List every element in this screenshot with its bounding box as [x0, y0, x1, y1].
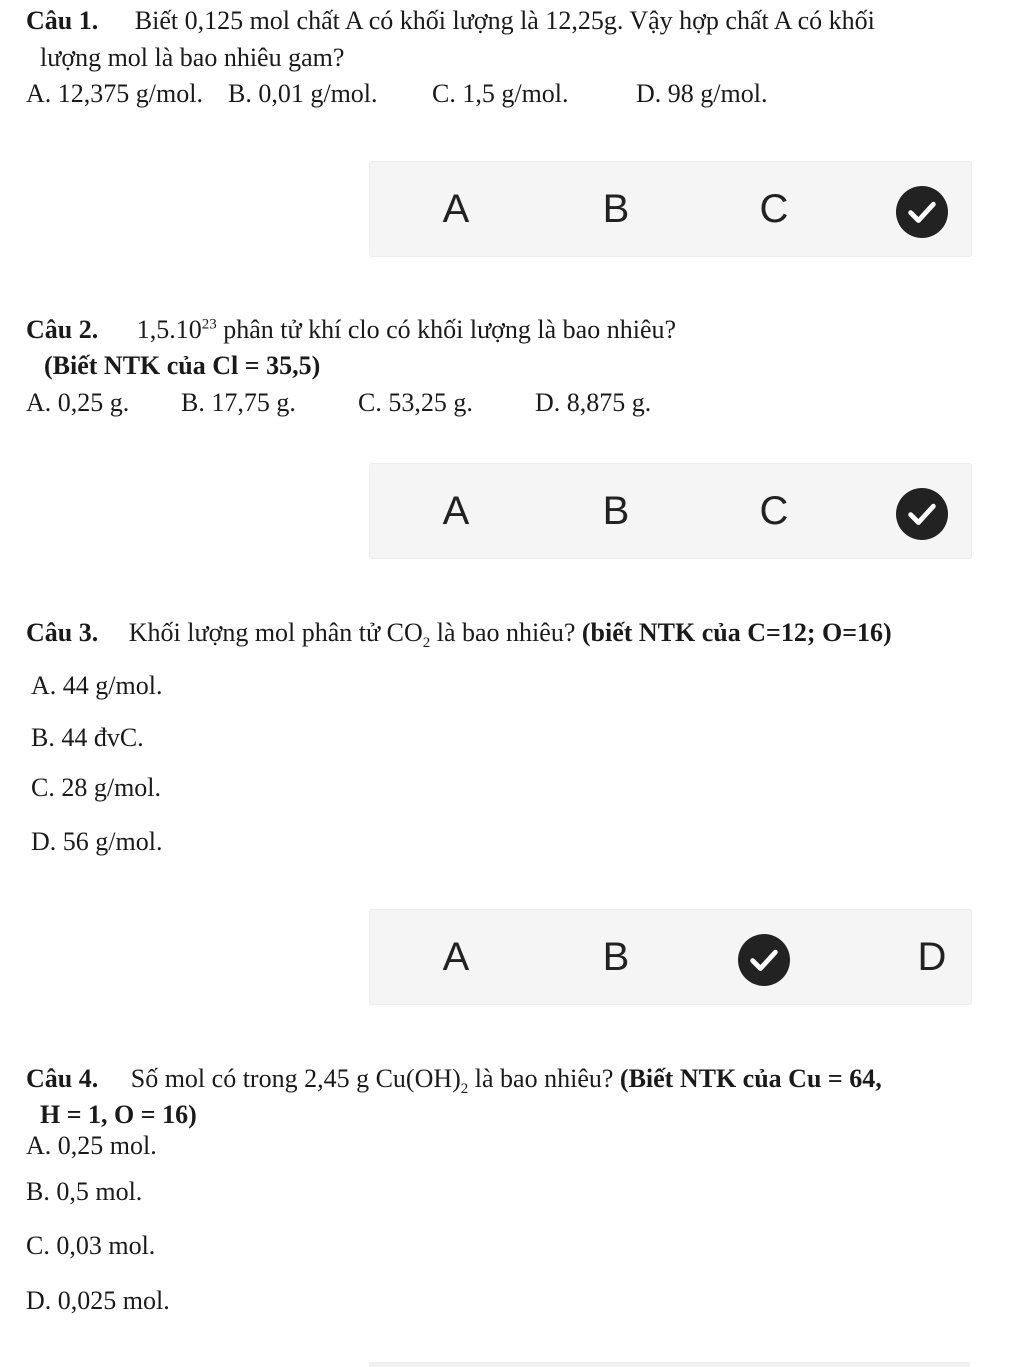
question-hint: (biết NTK của C=12; O=16): [581, 618, 892, 647]
question-text: Biết 0,125 mol chất A có khối lượng là 12,25g. Vậy hợp chất A có khối: [134, 6, 875, 35]
answer-panel-3: [369, 909, 972, 1005]
question-label: Câu 1.: [26, 6, 99, 35]
question-3-stem: [26, 615, 892, 651]
option-b: B. 0,5 mol.: [26, 1177, 143, 1206]
question-text-cont: lượng mol là bao nhiêu gam?: [40, 43, 345, 72]
question-hint: (Biết NTK của Cu = 64,: [619, 1064, 882, 1093]
answer-choice-b[interactable]: B: [602, 488, 630, 533]
option-b: B. 17,75 g.: [181, 388, 296, 417]
question-label: Câu 3.: [26, 618, 99, 647]
option-a: A. 0,25 g.: [26, 388, 130, 417]
option-d: D. 0,025 mol.: [26, 1286, 170, 1315]
question-text: Khối lượng mol phân tử $CO_2$: [128, 618, 431, 652]
option-a: A. 44 g/mol.: [31, 671, 163, 700]
options-row: [0, 385, 1024, 421]
question-label: Câu 4.: [26, 1064, 99, 1093]
option-c: C. 53,25 g.: [358, 388, 473, 417]
checkmark-icon: [896, 488, 948, 540]
question-hint: (Biết NTK của Cl = 35,5): [44, 351, 321, 380]
answer-choice-d-selected[interactable]: [892, 162, 972, 256]
option-c: C. 0,03 mol.: [26, 1231, 156, 1260]
answer-panel-2: [369, 463, 972, 559]
answer-choice-d[interactable]: D: [917, 934, 947, 979]
answer-choice-a[interactable]: A: [442, 934, 470, 979]
question-text: Số mol có trong 2,45 g $Cu(OH)_2$: [130, 1064, 469, 1098]
question-hint-cont: H = 1, O = 16): [40, 1100, 197, 1129]
answer-choice-c[interactable]: C: [759, 488, 789, 533]
answer-panel-1: [369, 161, 972, 257]
option-c: C. 28 g/mol.: [31, 773, 162, 802]
answer-choice-c[interactable]: C: [759, 186, 789, 231]
answer-choice-d-selected[interactable]: [892, 464, 972, 558]
option-c: C. 1,5 g/mol.: [432, 79, 569, 108]
answer-choice-a[interactable]: A: [442, 186, 470, 231]
question-2-stem: [26, 312, 676, 348]
option-b: B. 0,01 g/mol.: [228, 79, 378, 108]
option-a: A. 12,375 g/mol.: [26, 79, 203, 108]
option-b: B. 44 đvC.: [31, 723, 144, 752]
checkmark-icon: [896, 186, 948, 238]
answer-choice-b[interactable]: B: [602, 186, 630, 231]
option-d: D. 56 g/mol.: [31, 827, 163, 856]
question-number: 1,5.10$^{23}$: [136, 315, 217, 344]
question-label: Câu 2.: [26, 315, 99, 344]
question-text-cont: là bao nhiêu?: [474, 1064, 614, 1093]
answer-panel-4-edge: [369, 1362, 970, 1367]
question-1-stem: [26, 3, 875, 39]
options-row: [0, 76, 1024, 112]
question-4-stem: [26, 1061, 882, 1097]
option-a: A. 0,25 mol.: [26, 1131, 157, 1160]
checkmark-icon: [738, 934, 790, 986]
option-d: D. 8,875 g.: [535, 388, 652, 417]
answer-choice-c-selected[interactable]: [734, 910, 814, 1004]
answer-choice-b[interactable]: B: [602, 934, 630, 979]
answer-choice-a[interactable]: A: [442, 488, 470, 533]
question-text-cont: là bao nhiêu?: [436, 618, 576, 647]
option-d: D. 98 g/mol.: [636, 79, 768, 108]
question-text: phân tử khí clo có khối lượng là bao nhiêu?: [223, 315, 677, 344]
